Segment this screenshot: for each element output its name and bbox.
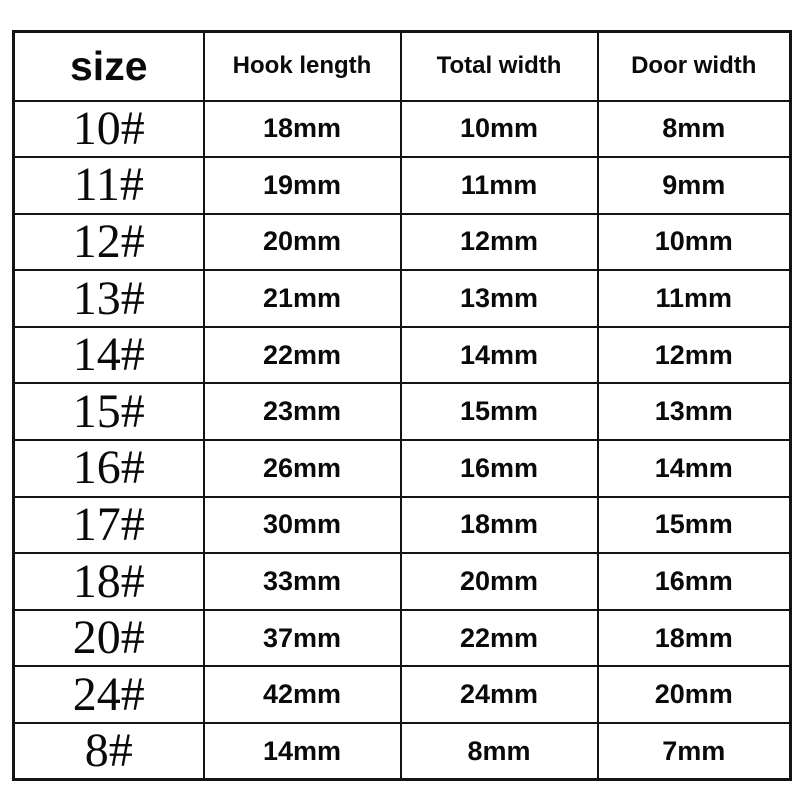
- table-row: [14, 723, 791, 780]
- table-row: [14, 214, 791, 271]
- total-width-cell: 22mm: [401, 610, 598, 667]
- total-width-cell: 10mm: [401, 101, 598, 158]
- table-row: [14, 327, 791, 384]
- table-row: [14, 553, 791, 610]
- door-width-cell: 11mm: [598, 270, 791, 327]
- size-cell: 12#: [14, 214, 204, 271]
- hook-length-cell: 33mm: [204, 553, 401, 610]
- size-cell: 16#: [14, 440, 204, 497]
- door-width-cell: 13mm: [598, 383, 791, 440]
- hook-length-cell: 37mm: [204, 610, 401, 667]
- column-header-size: size: [14, 32, 204, 101]
- table-row: [14, 497, 791, 554]
- total-width-cell: 24mm: [401, 666, 598, 723]
- size-cell: 15#: [14, 383, 204, 440]
- hook-length-cell: 42mm: [204, 666, 401, 723]
- total-width-cell: 16mm: [401, 440, 598, 497]
- column-header-door-width: Door width: [598, 32, 791, 101]
- size-cell: 8#: [14, 723, 204, 780]
- hook-length-cell: 20mm: [204, 214, 401, 271]
- door-width-cell: 7mm: [598, 723, 791, 780]
- total-width-cell: 15mm: [401, 383, 598, 440]
- hook-length-cell: 14mm: [204, 723, 401, 780]
- size-cell: 20#: [14, 610, 204, 667]
- door-width-cell: 12mm: [598, 327, 791, 384]
- total-width-cell: 20mm: [401, 553, 598, 610]
- size-spec-table: [12, 30, 792, 781]
- total-width-cell: 11mm: [401, 157, 598, 214]
- door-width-cell: 9mm: [598, 157, 791, 214]
- table-row: [14, 610, 791, 667]
- door-width-cell: 8mm: [598, 101, 791, 158]
- size-cell: 18#: [14, 553, 204, 610]
- door-width-cell: 15mm: [598, 497, 791, 554]
- hook-length-cell: 30mm: [204, 497, 401, 554]
- table-row: [14, 270, 791, 327]
- hook-length-cell: 18mm: [204, 101, 401, 158]
- hook-length-cell: 19mm: [204, 157, 401, 214]
- door-width-cell: 10mm: [598, 214, 791, 271]
- door-width-cell: 16mm: [598, 553, 791, 610]
- door-width-cell: 18mm: [598, 610, 791, 667]
- header-row: [14, 32, 791, 101]
- table-row: [14, 101, 791, 158]
- size-cell: 11#: [14, 157, 204, 214]
- hook-length-cell: 21mm: [204, 270, 401, 327]
- size-cell: 24#: [14, 666, 204, 723]
- door-width-cell: 14mm: [598, 440, 791, 497]
- table-row: [14, 666, 791, 723]
- size-cell: 10#: [14, 101, 204, 158]
- size-cell: 13#: [14, 270, 204, 327]
- door-width-cell: 20mm: [598, 666, 791, 723]
- size-cell: 17#: [14, 497, 204, 554]
- column-header-hook-length: Hook length: [204, 32, 401, 101]
- size-cell: 14#: [14, 327, 204, 384]
- total-width-cell: 8mm: [401, 723, 598, 780]
- column-header-total-width: Total width: [401, 32, 598, 101]
- total-width-cell: 14mm: [401, 327, 598, 384]
- hook-length-cell: 22mm: [204, 327, 401, 384]
- table-row: [14, 383, 791, 440]
- total-width-cell: 12mm: [401, 214, 598, 271]
- total-width-cell: 18mm: [401, 497, 598, 554]
- table-row: [14, 440, 791, 497]
- total-width-cell: 13mm: [401, 270, 598, 327]
- hook-length-cell: 23mm: [204, 383, 401, 440]
- table-row: [14, 157, 791, 214]
- hook-length-cell: 26mm: [204, 440, 401, 497]
